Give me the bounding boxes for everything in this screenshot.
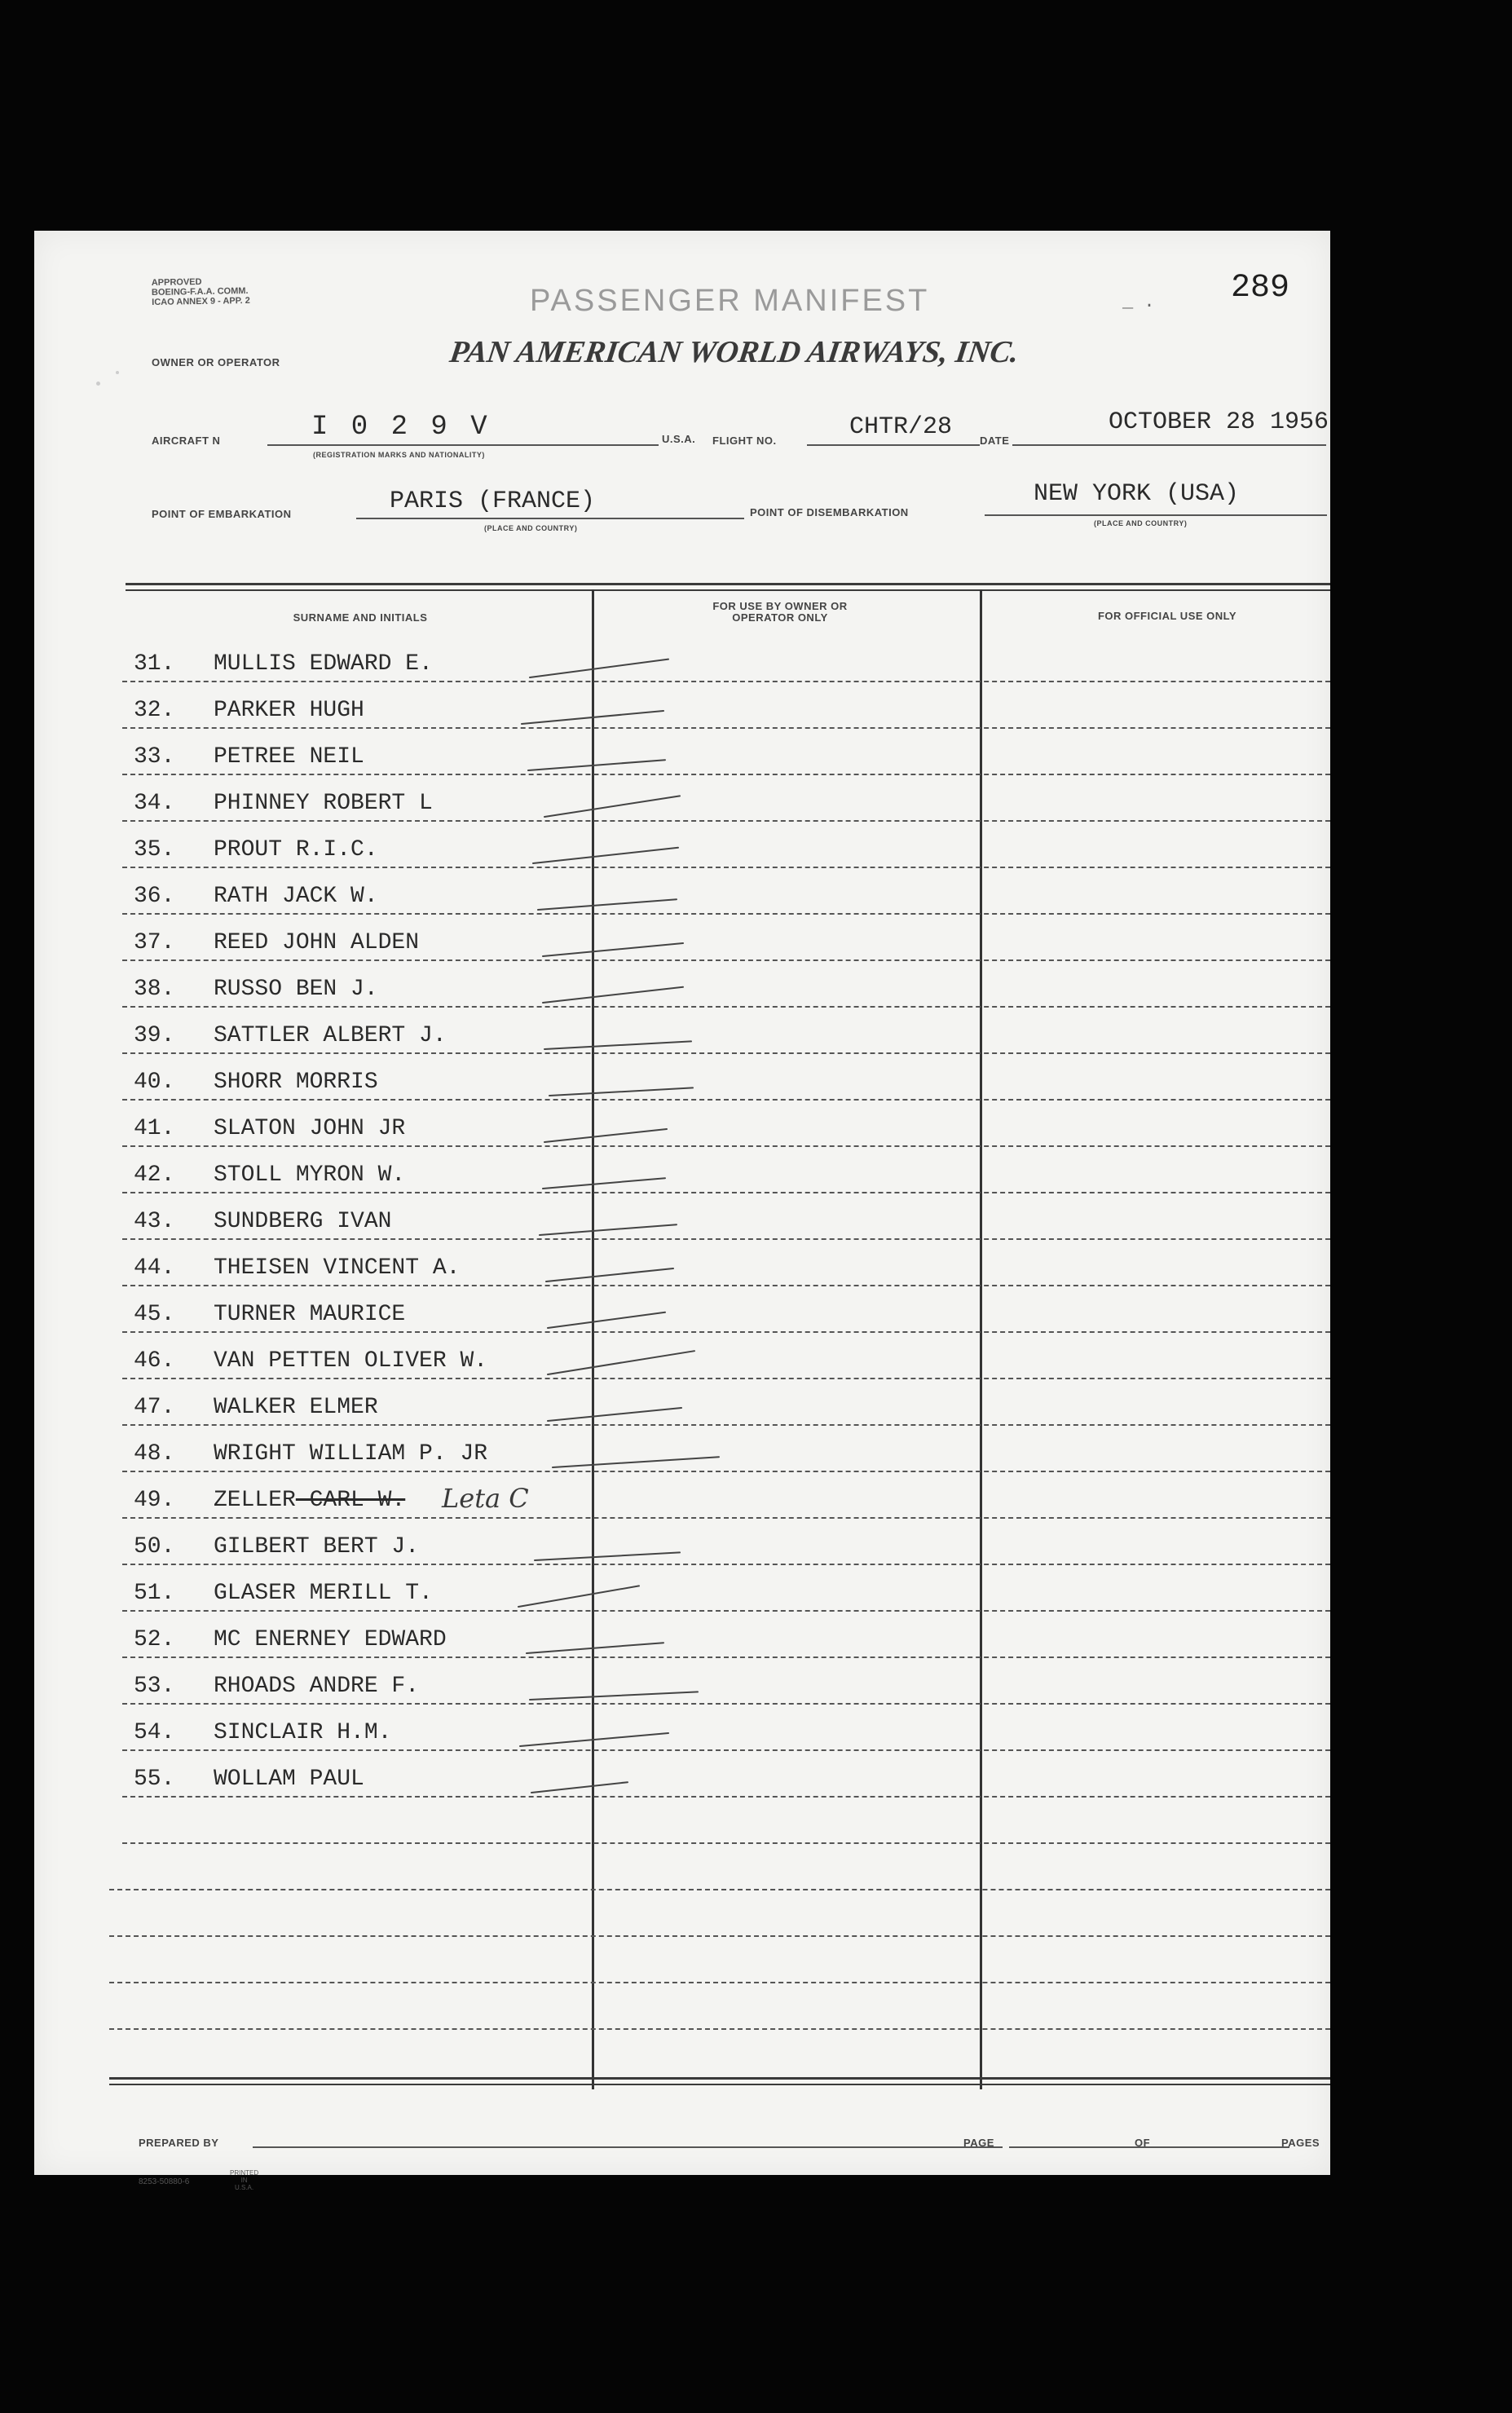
passenger-number: 45. xyxy=(134,1302,175,1327)
passenger-number: 34. xyxy=(134,791,175,816)
printed-mark: PRINTED IN U.S.A. xyxy=(230,2169,259,2191)
check-mark xyxy=(531,1782,628,1793)
passenger-number: 31. xyxy=(134,651,175,677)
passenger-number: 48. xyxy=(134,1441,175,1467)
check-mark xyxy=(540,1224,677,1235)
struck-name: CARL W. xyxy=(295,1488,406,1513)
check-mark xyxy=(544,796,680,817)
check-mark xyxy=(548,1312,665,1328)
check-mark xyxy=(548,1351,694,1374)
row-rule xyxy=(122,1145,1330,1147)
disembarkation-label: POINT OF DISEMBARKATION xyxy=(750,506,909,518)
row-rule xyxy=(122,1703,1330,1705)
column-divider-1 xyxy=(592,589,594,2089)
passenger-number: 37. xyxy=(134,930,175,955)
of-underline xyxy=(1162,2146,1289,2148)
passenger-name: TURNER MAURICE xyxy=(214,1302,406,1327)
passenger-number: 35. xyxy=(134,837,175,862)
row-rule xyxy=(122,1378,1330,1379)
row-rule xyxy=(122,913,1330,915)
owner-value: PAN AMERICAN WORLD AIRWAYS, INC. xyxy=(447,335,1021,369)
check-mark xyxy=(520,1733,668,1746)
check-mark xyxy=(548,1408,681,1421)
row-rule xyxy=(122,774,1330,775)
row-rule xyxy=(122,1610,1330,1612)
passenger-number: 49. xyxy=(134,1488,175,1513)
owner-label: OWNER OR OPERATOR xyxy=(152,356,280,368)
passenger-name: RUSSO BEN J. xyxy=(214,977,378,1002)
page-mark: 289 xyxy=(1231,270,1290,307)
prepared-by-underline xyxy=(253,2146,1003,2148)
disembarkation-caption: (PLACE AND COUNTRY) xyxy=(1094,519,1188,527)
passenger-name: VAN PETTEN OLIVER W. xyxy=(214,1348,488,1374)
row-rule xyxy=(122,1099,1330,1101)
check-mark xyxy=(549,1087,693,1096)
passenger-name: SINCLAIR H.M. xyxy=(214,1720,392,1745)
footer-rule-second xyxy=(109,2084,1330,2085)
owner-use-column-header: FOR USE BY OWNER OR OPERATOR ONLY xyxy=(712,600,848,624)
passenger-name: WALKER ELMER xyxy=(214,1395,378,1420)
passenger-number: 54. xyxy=(134,1720,175,1745)
check-mark xyxy=(553,1457,719,1467)
check-mark xyxy=(535,1552,680,1560)
passenger-number: 42. xyxy=(134,1162,175,1188)
surname-column-header: SURNAME AND INITIALS xyxy=(293,611,428,624)
embarkation-label: POINT OF EMBARKATION xyxy=(152,508,292,520)
date-value: OCTOBER 28 1956 xyxy=(1109,408,1329,436)
date-label: DATE xyxy=(980,435,1010,447)
passenger-name: SHORR MORRIS xyxy=(214,1070,378,1095)
row-rule xyxy=(122,867,1330,868)
of-label: OF xyxy=(1135,2137,1151,2149)
row-rule xyxy=(122,820,1330,822)
aircraft-underline xyxy=(267,444,659,446)
flight-label: FLIGHT NO. xyxy=(712,435,777,447)
passenger-number: 52. xyxy=(134,1627,175,1652)
row-rule xyxy=(122,1006,1330,1008)
row-rule xyxy=(122,1564,1330,1565)
pages-label: PAGES xyxy=(1281,2137,1320,2149)
check-mark xyxy=(543,1178,665,1189)
form-title: PASSENGER MANIFEST xyxy=(530,284,930,318)
check-mark xyxy=(527,1643,663,1653)
check-mark xyxy=(546,1268,673,1281)
passenger-number: 40. xyxy=(134,1070,175,1095)
passenger-number: 44. xyxy=(134,1255,175,1281)
passenger-name: MULLIS EDWARD E. xyxy=(214,651,433,677)
footer-rule-top xyxy=(109,2077,1330,2080)
passenger-name: RHOADS ANDRE F. xyxy=(214,1674,420,1699)
passenger-number: 39. xyxy=(134,1023,175,1048)
row-rule xyxy=(122,1052,1330,1054)
passenger-name: SUNDBERG IVAN xyxy=(214,1209,392,1234)
prepared-by-label: PREPARED BY xyxy=(139,2137,219,2149)
passenger-name: PARKER HUGH xyxy=(214,698,364,723)
passenger-name: GLASER MERILL T. xyxy=(214,1581,433,1606)
passenger-name: MC ENERNEY EDWARD xyxy=(214,1627,447,1652)
passenger-name: SATTLER ALBERT J. xyxy=(214,1023,447,1048)
column-divider-2 xyxy=(980,589,982,2089)
row-rule xyxy=(122,1331,1330,1333)
usa-label: U.S.A. xyxy=(662,433,696,445)
aircraft-caption: (REGISTRATION MARKS AND NATIONALITY) xyxy=(313,451,485,459)
passenger-name: PROUT R.I.C. xyxy=(214,837,378,862)
disembarkation-underline xyxy=(985,514,1327,516)
flight-value: CHTR/28 xyxy=(849,413,953,441)
embarkation-value: PARIS (FRANCE) xyxy=(390,487,596,515)
flight-underline xyxy=(807,444,980,446)
row-rule xyxy=(122,1471,1330,1472)
row-rule xyxy=(109,1889,1330,1890)
row-rule xyxy=(122,1238,1330,1240)
check-mark xyxy=(543,987,683,1003)
check-mark xyxy=(530,1692,698,1700)
check-mark xyxy=(543,943,683,956)
passenger-name: PHINNEY ROBERT L xyxy=(214,791,433,816)
row-rule xyxy=(109,2028,1330,2030)
aircraft-label: AIRCRAFT N xyxy=(152,435,221,447)
row-rule xyxy=(109,1982,1330,1983)
approved-stamp: APPROVED BOEING-F.A.A. COMM. ICAO ANNEX 9 - APP. 2 xyxy=(151,276,250,308)
row-rule xyxy=(109,1935,1330,1937)
page-label: PAGE xyxy=(963,2137,994,2149)
dash-mark: _ . xyxy=(1122,292,1155,312)
handwritten-correction: Leta C xyxy=(442,1483,529,1514)
check-mark xyxy=(530,659,668,677)
date-underline xyxy=(1012,444,1326,446)
scan-speck xyxy=(116,371,119,374)
passenger-name: WOLLAM PAUL xyxy=(214,1767,364,1792)
passenger-number: 32. xyxy=(134,698,175,723)
row-rule xyxy=(122,681,1330,682)
passenger-name: WRIGHT WILLIAM P. JR xyxy=(214,1441,488,1467)
check-mark xyxy=(518,1586,639,1607)
row-rule xyxy=(122,1424,1330,1426)
row-rule xyxy=(122,727,1330,729)
passenger-name: RATH JACK W. xyxy=(214,884,378,909)
header-rule-second xyxy=(126,589,1330,591)
embarkation-underline xyxy=(356,518,744,519)
passenger-number: 41. xyxy=(134,1116,175,1141)
passenger-number: 36. xyxy=(134,884,175,909)
row-rule xyxy=(122,1285,1330,1286)
row-rule xyxy=(122,1749,1330,1751)
row-rule xyxy=(122,959,1330,961)
passenger-number: 53. xyxy=(134,1674,175,1699)
check-mark xyxy=(528,760,665,770)
header-rule-top xyxy=(126,583,1330,585)
passenger-name: PETREE NEIL xyxy=(214,744,364,770)
passenger-number: 43. xyxy=(134,1209,175,1234)
check-mark xyxy=(544,1041,691,1049)
manifest-sheet xyxy=(34,231,1330,2191)
passenger-name: SLATON JOHN JR xyxy=(214,1116,406,1141)
row-rule xyxy=(122,1192,1330,1193)
disembarkation-value: NEW YORK (USA) xyxy=(1034,480,1240,508)
official-use-column-header: FOR OFFICIAL USE ONLY xyxy=(1097,610,1237,622)
check-mark xyxy=(533,848,678,863)
row-rule xyxy=(122,1796,1330,1798)
form-code: 8253-50880-6 xyxy=(139,2177,190,2186)
passenger-number: 55. xyxy=(134,1767,175,1792)
passenger-number: 46. xyxy=(134,1348,175,1374)
passenger-name: GILBERT BERT J. xyxy=(214,1534,420,1559)
passenger-name: THEISEN VINCENT A. xyxy=(214,1255,461,1281)
check-mark xyxy=(538,899,677,910)
passenger-number: 47. xyxy=(134,1395,175,1420)
passenger-name: ZELLER CARL W. xyxy=(214,1488,406,1513)
passenger-name: STOLL MYRON W. xyxy=(214,1162,406,1188)
passenger-number: 50. xyxy=(134,1534,175,1559)
passenger-name: REED JOHN ALDEN xyxy=(214,930,420,955)
row-rule xyxy=(122,1842,1330,1844)
aircraft-value: I 0 2 9 V xyxy=(311,412,491,443)
row-rule xyxy=(122,1656,1330,1658)
check-mark xyxy=(544,1129,667,1142)
passenger-number: 38. xyxy=(134,977,175,1002)
passenger-number: 51. xyxy=(134,1581,175,1606)
passenger-number: 33. xyxy=(134,744,175,770)
embarkation-caption: (PLACE AND COUNTRY) xyxy=(484,524,578,532)
scan-speck xyxy=(96,382,100,386)
row-rule xyxy=(122,1517,1330,1519)
